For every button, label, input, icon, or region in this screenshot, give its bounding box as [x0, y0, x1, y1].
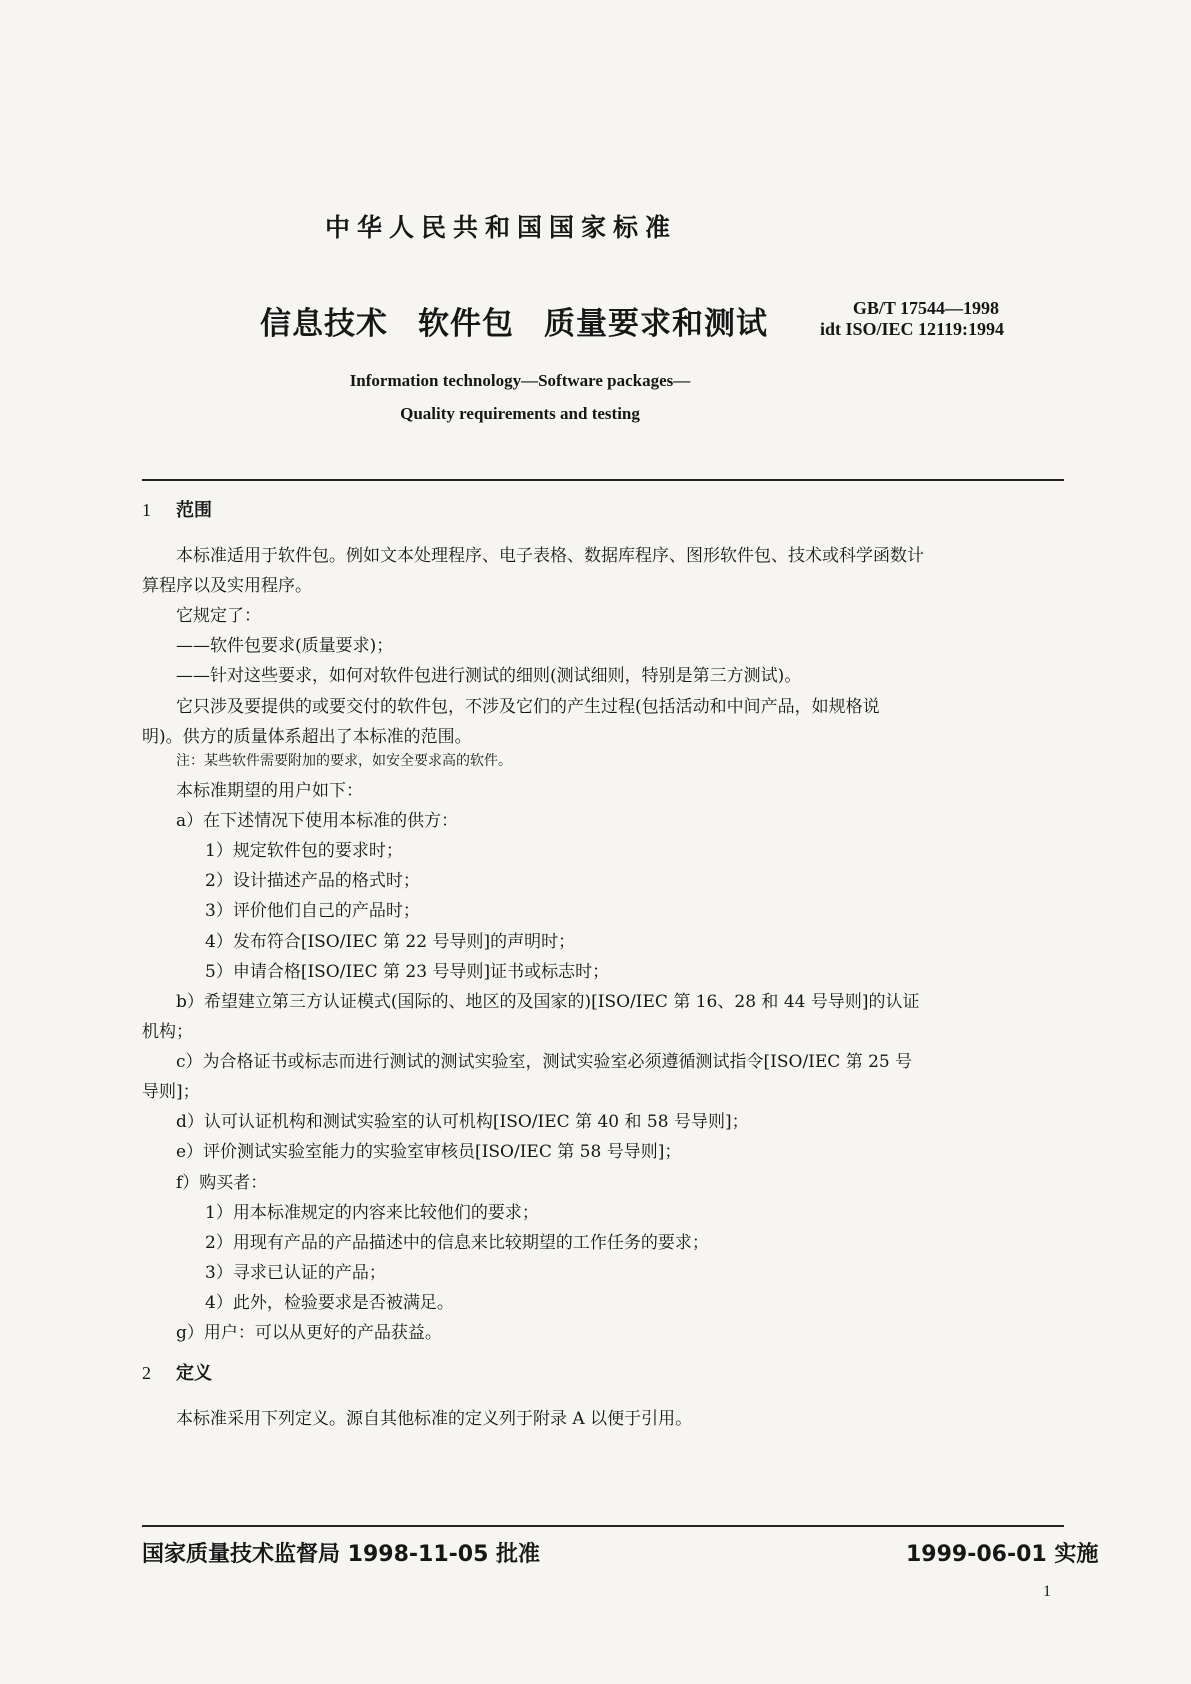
list-item-e: e）评价测试实验室能力的实验室审核员[ISO/IEC 第 58 号导则]；	[176, 1142, 682, 1162]
section-1-number: 1	[142, 500, 151, 520]
scope-note: 注：某些软件需要附加的要求，如安全要求高的软件。	[176, 753, 512, 769]
scope-para-1-line2: 算程序以及实用程序。	[142, 576, 312, 596]
section-1-heading	[142, 496, 212, 522]
list-item-a2: 2）设计描述产品的格式时；	[205, 871, 420, 891]
title-part-software-package: 软件包	[418, 306, 514, 342]
standard-number-block	[820, 298, 1004, 340]
section-2-heading	[142, 1359, 212, 1385]
definitions-para: 本标准采用下列定义。源自其他标准的定义列于附录 A 以便于引用。	[176, 1409, 693, 1429]
title-part-quality: 质量要求和测试	[544, 306, 768, 342]
users-intro: 本标准期望的用户如下：	[176, 781, 363, 801]
list-item-a: a）在下述情况下使用本标准的供方：	[176, 811, 459, 831]
scope-dash-item-2: ——针对这些要求，如何对软件包进行测试的细则(测试细则，特别是第三方测试)。	[176, 666, 802, 686]
approval-line: 国家质量技术监督局 1998-11-05 批准	[142, 1542, 541, 1567]
list-item-d: d）认可认证机构和测试实验室的认可机构[ISO/IEC 第 40 和 58 号导则]；	[176, 1112, 749, 1132]
list-item-f: f）购买者：	[176, 1173, 268, 1193]
national-standard-title: 中华人民共和国国家标准	[325, 213, 678, 242]
section-2-title: 定义	[176, 1363, 212, 1384]
scope-para-3-line2: 明)。供方的质量体系超出了本标准的范围。	[142, 727, 472, 747]
idt-reference: idt ISO/IEC 12119:1994	[820, 319, 1005, 339]
list-item-f4: 4）此外，检验要求是否被满足。	[205, 1293, 454, 1313]
english-title	[200, 364, 840, 430]
list-item-f3: 3）寻求已认证的产品；	[205, 1263, 386, 1283]
document-title	[260, 298, 768, 343]
standard-number: GB/T 17544—1998	[852, 298, 1000, 318]
list-item-c-line2: 导则]；	[142, 1082, 200, 1102]
scope-para-3-line1: 它只涉及要提供的或要交付的软件包，不涉及它们的产生过程(包括活动和中间产品，如规格说	[176, 697, 880, 717]
page-number: 1	[1043, 1583, 1051, 1600]
list-item-a3: 3）评价他们自己的产品时；	[205, 901, 420, 921]
list-item-a1: 1）规定软件包的要求时；	[205, 841, 403, 861]
list-item-b-line2: 机构；	[142, 1022, 193, 1042]
list-item-a4: 4）发布符合[ISO/IEC 第 22 号导则]的声明时；	[205, 932, 576, 952]
section-1-title: 范围	[176, 500, 212, 521]
scope-para-2: 它规定了：	[176, 606, 261, 626]
list-item-f1: 1）用本标准规定的内容来比较他们的要求；	[205, 1203, 539, 1223]
list-item-c-line1: c）为合格证书或标志而进行测试的测试实验室，测试实验室必须遵循测试指令[ISO/IEC 第 25 号	[176, 1052, 913, 1072]
list-item-f2: 2）用现有产品的产品描述中的信息来比较期望的工作任务的要求；	[205, 1233, 709, 1253]
section-2-number: 2	[142, 1363, 151, 1383]
implementation-date: 1999-06-01 实施	[906, 1542, 1099, 1567]
title-part-info-tech: 信息技术	[260, 306, 388, 342]
list-item-b-line1: b）希望建立第三方认证模式(国际的、地区的及国家的)[ISO/IEC 第 16、28 和 44 号导则]的认证	[176, 992, 920, 1012]
scope-para-1-line1: 本标准适用于软件包。例如文本处理程序、电子表格、数据库程序、图形软件包、技术或科学函数计	[176, 546, 924, 566]
list-item-g: g）用户：可以从更好的产品获益。	[176, 1323, 442, 1343]
scope-dash-item-1: ——软件包要求(质量要求)；	[176, 636, 394, 656]
footer-divider	[142, 1525, 1064, 1527]
english-title-line1: Information technology—Software packages—	[349, 371, 691, 390]
list-item-a5: 5）申请合格[ISO/IEC 第 23 号导则]证书或标志时；	[205, 962, 610, 982]
english-title-line2: Quality requirements and testing	[400, 404, 640, 423]
header-divider	[142, 479, 1064, 481]
